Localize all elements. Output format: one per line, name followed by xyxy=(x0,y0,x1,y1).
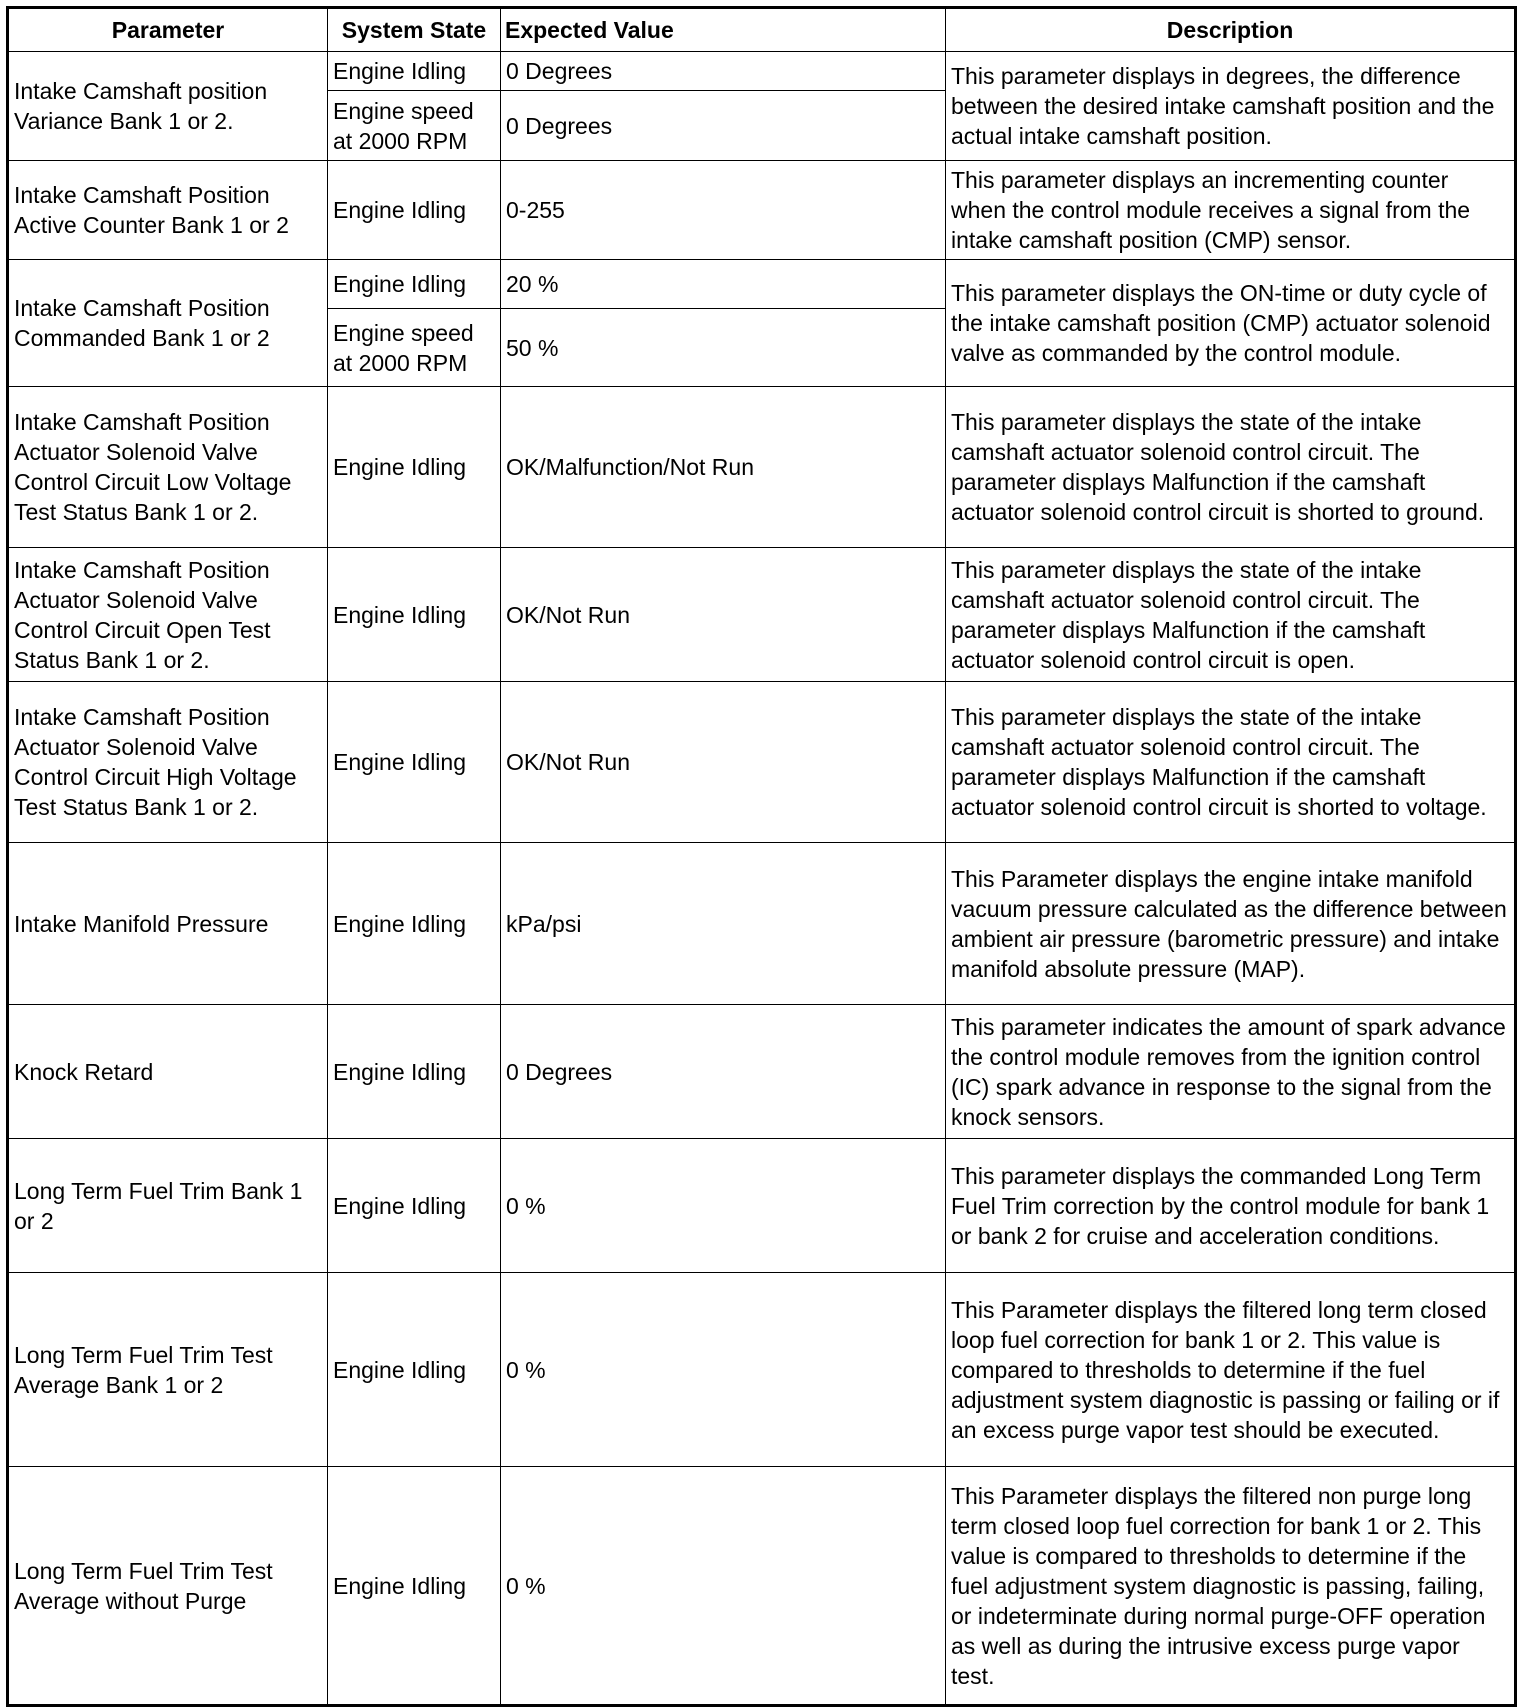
expected-value-cell: 0 % xyxy=(501,1273,946,1467)
description-cell: This parameter indicates the amount of spark advance the control module removes from the ignition control (IC) spark advance in response to the signal from the knock sensors. xyxy=(946,1005,1516,1139)
table-body xyxy=(8,52,1516,1706)
system-state-cell: Engine Idling xyxy=(328,682,501,843)
expected-value-cell: 0 Degrees xyxy=(501,1005,946,1139)
expected-value-cell: 0 Degrees xyxy=(501,91,946,161)
table-header-row xyxy=(8,8,1516,52)
parameter-cell: Long Term Fuel Trim Test Average without Purge xyxy=(8,1467,328,1706)
description-cell: This Parameter displays the filtered long term closed loop fuel correction for bank 1 or 2. This value is compared to thresholds to determine if the fuel adjustment system diagnostic is passing or failing or if an excess purge vapor test should be executed. xyxy=(946,1273,1516,1467)
parameter-cell: Long Term Fuel Trim Test Average Bank 1 or 2 xyxy=(8,1273,328,1467)
description-cell: This parameter displays the commanded Long Term Fuel Trim correction by the control module for bank 1 or bank 2 for cruise and acceleration conditions. xyxy=(946,1139,1516,1273)
description-cell: This parameter displays the ON-time or duty cycle of the intake camshaft position (CMP) actuator solenoid valve as commanded by the control module. xyxy=(946,260,1516,387)
description-cell: This parameter displays the state of the intake camshaft actuator solenoid control circuit. The parameter displays Malfunction if the camshaft actuator solenoid control circuit is open. xyxy=(946,548,1516,682)
system-state-cell: Engine Idling xyxy=(328,1467,501,1706)
system-state-cell: Engine speed at 2000 RPM xyxy=(328,91,501,161)
description-cell: This parameter displays the state of the intake camshaft actuator solenoid control circuit. The parameter displays Malfunction if the camshaft actuator solenoid control circuit is shorted to ground. xyxy=(946,387,1516,548)
table-row xyxy=(8,52,1516,91)
parameter-cell: Knock Retard xyxy=(8,1005,328,1139)
description-cell: This parameter displays the state of the intake camshaft actuator solenoid control circuit. The parameter displays Malfunction if the camshaft actuator solenoid control circuit is shorted to voltage. xyxy=(946,682,1516,843)
expected-value-cell: 20 % xyxy=(501,260,946,309)
description-cell: This parameter displays an incrementing counter when the control module receives a signal from the intake camshaft position (CMP) sensor. xyxy=(946,161,1516,260)
header-description: Description xyxy=(946,8,1516,52)
table-row xyxy=(8,1273,1516,1467)
parameter-cell: Long Term Fuel Trim Bank 1 or 2 xyxy=(8,1139,328,1273)
system-state-cell: Engine Idling xyxy=(328,260,501,309)
description-cell: This Parameter displays the engine intake manifold vacuum pressure calculated as the difference between ambient air pressure (barometric pressure) and intake manifold absolute pressure (MAP). xyxy=(946,843,1516,1005)
table-row xyxy=(8,1139,1516,1273)
expected-value-cell: kPa/psi xyxy=(501,843,946,1005)
expected-value-cell: 0 % xyxy=(501,1467,946,1706)
header-system-state: System State xyxy=(328,8,501,52)
system-state-cell: Engine Idling xyxy=(328,1273,501,1467)
description-cell: This Parameter displays the filtered non purge long term closed loop fuel correction for bank 1 or 2. This value is compared to thresholds to determine if the fuel adjustment system diagnostic is passing, failing, or indeterminate during normal purge-OFF operation as well as during the intrusive excess purge vapor test. xyxy=(946,1467,1516,1706)
expected-value-cell: 0 Degrees xyxy=(501,52,946,91)
table-row xyxy=(8,1467,1516,1706)
table-row xyxy=(8,548,1516,682)
table-row xyxy=(8,260,1516,309)
header-expected-value: Expected Value xyxy=(501,8,946,52)
description-cell: This parameter displays in degrees, the difference between the desired intake camshaft position and the actual intake camshaft position. xyxy=(946,52,1516,161)
system-state-cell: Engine Idling xyxy=(328,52,501,91)
parameter-table xyxy=(6,6,1517,1707)
system-state-cell: Engine speed at 2000 RPM xyxy=(328,309,501,387)
system-state-cell: Engine Idling xyxy=(328,1139,501,1273)
parameter-cell: Intake Camshaft Position Commanded Bank 1 or 2 xyxy=(8,260,328,387)
table-row xyxy=(8,387,1516,548)
parameter-cell: Intake Camshaft Position Actuator Solenoid Valve Control Circuit Low Voltage Test Status Bank 1 or 2. xyxy=(8,387,328,548)
expected-value-cell: 0 % xyxy=(501,1139,946,1273)
parameter-cell: Intake Camshaft Position Active Counter Bank 1 or 2 xyxy=(8,161,328,260)
parameter-cell: Intake Camshaft position Variance Bank 1 or 2. xyxy=(8,52,328,161)
table-row xyxy=(8,1005,1516,1139)
table-row xyxy=(8,682,1516,843)
parameter-cell: Intake Manifold Pressure xyxy=(8,843,328,1005)
parameter-cell: Intake Camshaft Position Actuator Solenoid Valve Control Circuit Open Test Status Bank 1 or 2. xyxy=(8,548,328,682)
header-parameter: Parameter xyxy=(8,8,328,52)
document-page xyxy=(6,6,1517,1707)
system-state-cell: Engine Idling xyxy=(328,161,501,260)
system-state-cell: Engine Idling xyxy=(328,843,501,1005)
table-row xyxy=(8,161,1516,260)
table-row xyxy=(8,843,1516,1005)
expected-value-cell: 0-255 xyxy=(501,161,946,260)
expected-value-cell: 50 % xyxy=(501,309,946,387)
expected-value-cell: OK/Not Run xyxy=(501,682,946,843)
system-state-cell: Engine Idling xyxy=(328,387,501,548)
expected-value-cell: OK/Not Run xyxy=(501,548,946,682)
parameter-cell: Intake Camshaft Position Actuator Solenoid Valve Control Circuit High Voltage Test Status Bank 1 or 2. xyxy=(8,682,328,843)
system-state-cell: Engine Idling xyxy=(328,1005,501,1139)
system-state-cell: Engine Idling xyxy=(328,548,501,682)
expected-value-cell: OK/Malfunction/Not Run xyxy=(501,387,946,548)
